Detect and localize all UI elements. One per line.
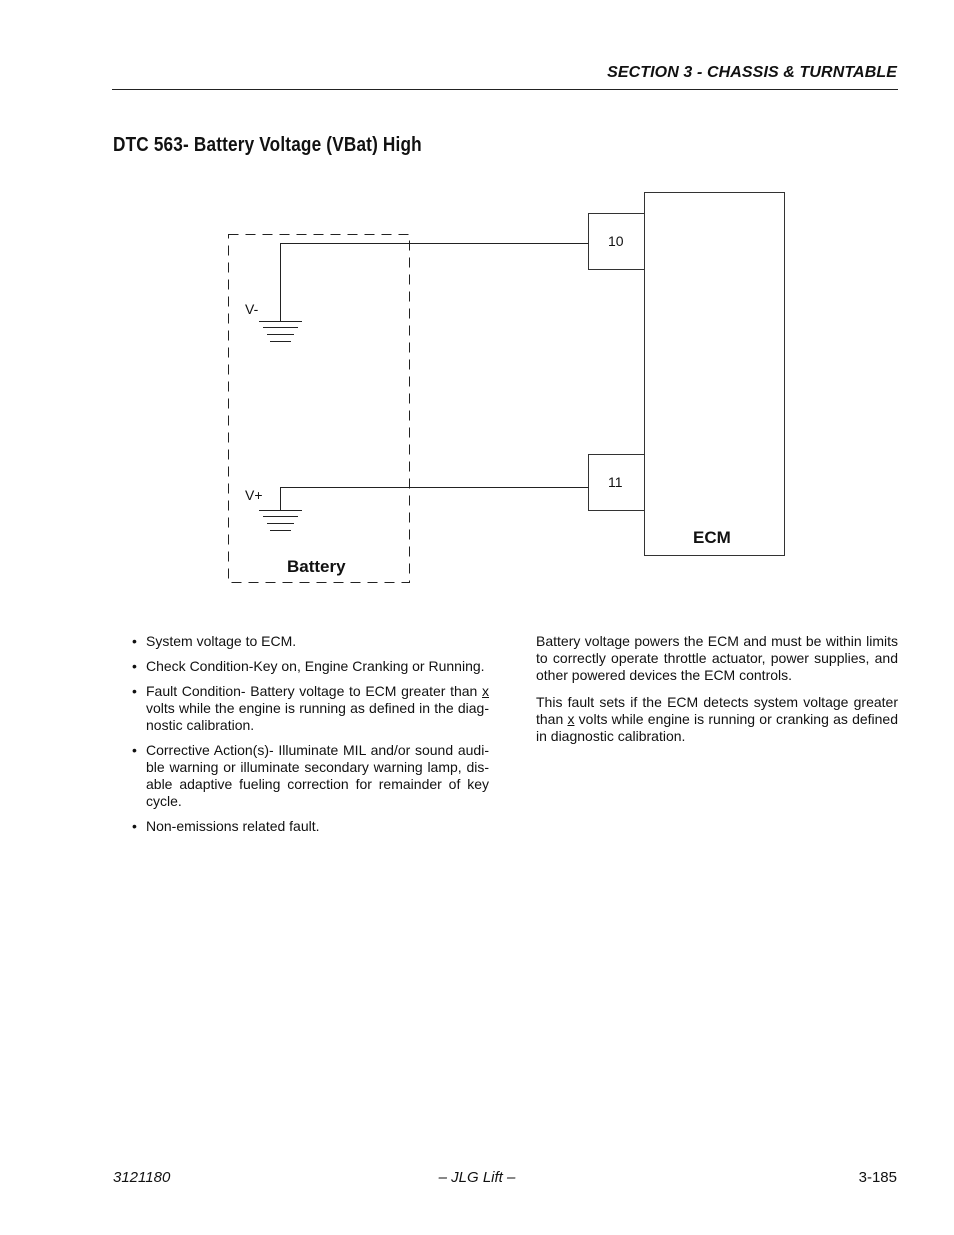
- terminal-label-pos: V+: [245, 487, 263, 503]
- bullet-item-non-emissions: • Non-emissions related fault.: [132, 818, 320, 834]
- footer-page-number: 3-185: [858, 1169, 897, 1186]
- pin-label-11: 11: [608, 474, 623, 490]
- terminal-label-neg: V-: [245, 301, 259, 317]
- paragraph-fault-sets: This fault sets if the ECM detects system voltage greater than x volts while engine is running or cranking as defined in diagnostic calibration.: [536, 694, 898, 744]
- pin-label-10: 10: [608, 233, 624, 249]
- battery-label: Battery: [287, 557, 346, 576]
- wire-v-pos: [281, 488, 589, 511]
- description-column: [536, 633, 898, 755]
- battery-box: [229, 235, 410, 583]
- bullet-column: [131, 633, 489, 843]
- wire-v-neg: [281, 244, 589, 322]
- bullet-list: [131, 633, 489, 835]
- page-title: DTC 563- Battery Voltage (VBat) High: [113, 134, 422, 156]
- ground-symbol-neg: [259, 322, 302, 342]
- ecm-label: ECM: [693, 528, 731, 547]
- bullet-item-check-condition: • Check Condition-Key on, Engine Cranking or Running.: [132, 658, 485, 674]
- bullet-item-corrective-action: • Corrective Action(s)- Illuminate MIL and/or sound audi-ble warning or illuminate secondary warning lamp, dis-able adaptive fueling correction for remainder of key cycle.: [132, 742, 489, 809]
- paragraph-battery-voltage: Battery voltage powers the ECM and must be within limits to correctly operate throttle actuator, power supplies, and other powered devices the ECM controls.: [536, 633, 898, 683]
- ground-symbol-pos: [259, 511, 302, 531]
- bullet-item-fault-condition: • Fault Condition- Battery voltage to ECM greater than x volts while the engine is running as defined in the diag-nostic calibration.: [132, 683, 489, 733]
- section-header: SECTION 3 - CHASSIS & TURNTABLE: [607, 64, 897, 81]
- bullet-item-system-voltage: • System voltage to ECM.: [132, 633, 297, 649]
- footer-publisher: – JLG Lift –: [438, 1169, 516, 1186]
- footer-doc-number: 3121180: [113, 1169, 171, 1186]
- ecm-box: [645, 193, 785, 556]
